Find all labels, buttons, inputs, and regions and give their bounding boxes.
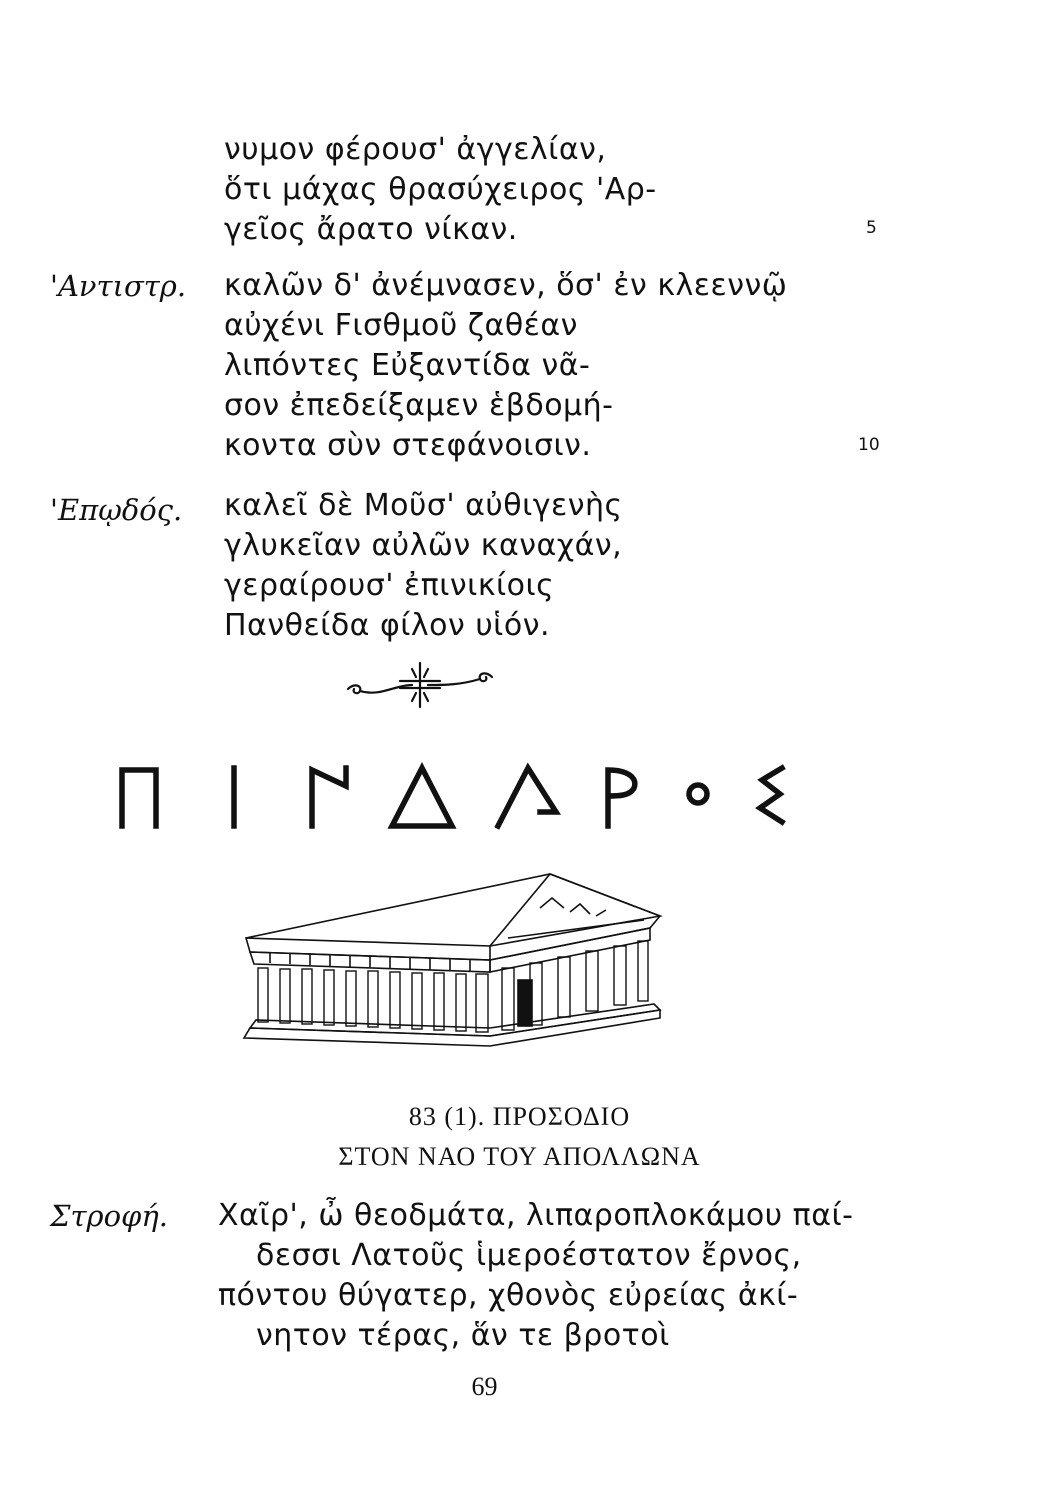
verse-line: δεσσι Λατοῦς ἱμεροέστατον ἔρνος, — [256, 1238, 802, 1273]
verse-line: ὅτι μάχας θρασύχειρος 'Αρ- — [224, 172, 657, 207]
pindaros-title-lettering — [100, 760, 800, 830]
verse-line: καλῶν δ' ἀνέμνασεν, ὅσ' ἐν κλεεννῷ — [224, 268, 788, 303]
verse-line: νυμον φέρουσ' ἀγγελίαν, — [224, 132, 607, 167]
page-number: 69 — [471, 1372, 498, 1401]
verse-line: νητον τέρας, ἅν τε βροτοὶ — [256, 1318, 670, 1353]
verse-line: γεραίρουσ' ἐπινικίοις — [224, 568, 555, 603]
verse-line: κοντα σὺν στεφάνοισιν. — [224, 428, 592, 463]
verse-line: γλυκεῖαν αὐλῶν καναχάν, — [224, 528, 623, 563]
strophe-label: Στροφή. — [50, 1199, 168, 1233]
verse-line: Χαῖρ', ὦ θεοδμάτα, λιπαροπλοκάμου παί- — [218, 1198, 854, 1233]
verse-line: καλεῖ δὲ Μοῦσ' αὐθιγενὴς — [224, 488, 623, 523]
antistrophe-label: 'Αντιστρ. — [50, 269, 187, 303]
line-number: 10 — [858, 435, 880, 455]
verse-line: αὐχένι Fισθμοῦ ζαθέαν — [224, 308, 578, 343]
verse-line: σον ἐπεδείξαμεν ἑβδομή- — [224, 388, 614, 423]
verse-line: γεῖος ἄρατο νίκαν. — [224, 212, 518, 247]
greek-temple-icon — [240, 868, 690, 1058]
floral-ornament-icon — [340, 655, 500, 715]
epode-label: 'Επῳδός. — [50, 493, 183, 527]
verse-line: πόντου θύγατερ, χθονὸς εὐρείας ἀκί- — [218, 1278, 799, 1313]
verse-line: Πανθείδα φίλον υἱόν. — [224, 608, 550, 643]
poem-heading-number: 83 (1). ΠΡΟΣΟΔΙΟ — [408, 1102, 631, 1131]
verse-line: λιπόντες Εὐξαντίδα νᾶ- — [224, 348, 591, 383]
line-number: 5 — [866, 218, 877, 238]
poem-heading-title: ΣΤΟΝ ΝΑΟ ΤΟΥ ΑΠΟΛΛΩΝΑ — [338, 1142, 701, 1171]
